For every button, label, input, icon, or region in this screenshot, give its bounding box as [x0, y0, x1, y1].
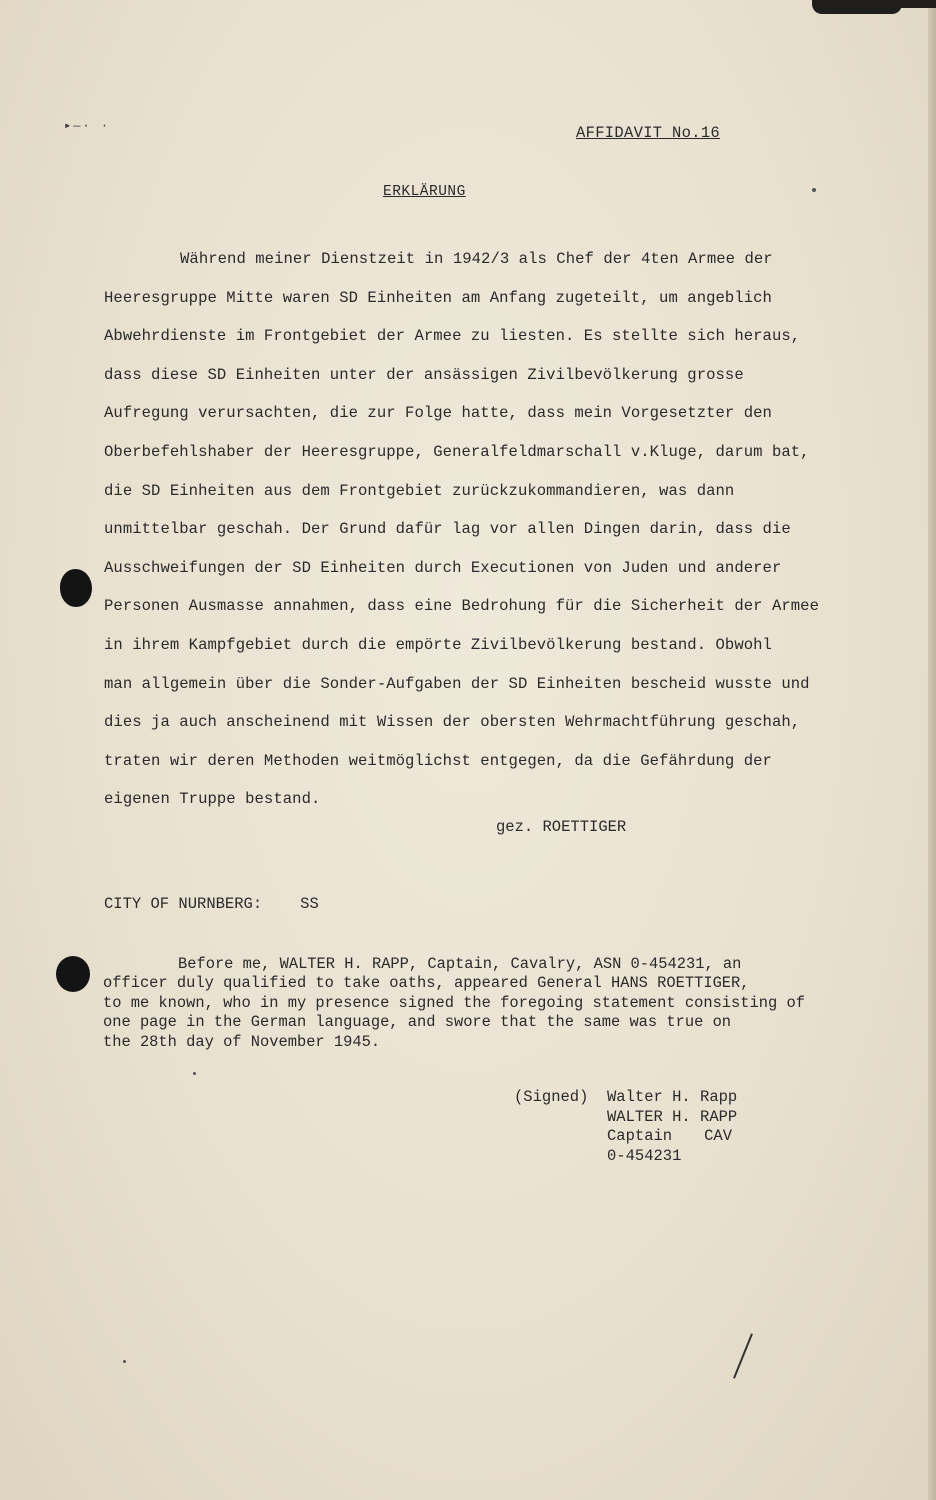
document-title: ERKLÄRUNG: [383, 184, 466, 200]
statement-line: unmittelbar geschah. Der Grund dafür lag vor allen Dingen darin, dass die: [104, 520, 791, 539]
printed-name: WALTER H. RAPP: [607, 1107, 738, 1126]
page-edge: [928, 0, 936, 1500]
branch: CAV: [704, 1127, 733, 1145]
paper-speck: [123, 1360, 126, 1363]
jurat-line: Before me, WALTER H. RAPP, Captain, Cavalry, ASN 0-454231, an: [178, 955, 742, 973]
affidavit-number: AFFIDAVIT No.16: [576, 124, 721, 142]
rank: Captain: [607, 1127, 673, 1145]
punch-hole: [60, 569, 92, 607]
jurat-line: the 28th day of November 1945.: [103, 1032, 381, 1051]
venue-line: [104, 895, 319, 913]
signed-label: (Signed): [514, 1088, 589, 1106]
german-signature: gez. ROETTIGER: [496, 818, 627, 836]
serial-number: 0-454231: [607, 1146, 682, 1165]
statement-line: Aufregung verursachten, die zur Folge hatte, dass mein Vorgesetzter den: [104, 404, 772, 423]
pencil-mark: [733, 1333, 753, 1378]
punch-hole: [56, 956, 90, 992]
statement-line: dies ja auch anscheinend mit Wissen der obersten Wehrmachtführung geschah,: [104, 713, 801, 732]
binder-clip: [812, 0, 902, 14]
statement-line: Personen Ausmasse annahmen, dass eine Bedrohung für die Sicherheit der Armee: [104, 597, 819, 616]
statement-line: Heeresgruppe Mitte waren SD Einheiten am Anfang zugeteilt, um angeblich: [104, 288, 772, 307]
paper-speck: [193, 1072, 196, 1075]
binder-clip-edge: [900, 0, 936, 8]
statement-line: traten wir deren Methoden weitmöglichst entgegen, da die Gefährdung der: [104, 751, 772, 770]
statement-line: Oberbefehlshaber der Heeresgruppe, Generalfeldmarschall v.Kluge, darum bat,: [104, 442, 810, 461]
statement-line: die SD Einheiten aus dem Frontgebiet zurückzukommandieren, was dann: [104, 481, 735, 500]
statement-line: Ausschweifungen der SD Einheiten durch Executionen von Juden und anderer: [104, 558, 782, 577]
german-statement: [104, 240, 844, 819]
statement-line: Während meiner Dienstzeit in 1942/3 als Chef der 4ten Armee der: [180, 250, 773, 268]
venue-city: CITY OF NURNBERG:: [104, 895, 263, 913]
paper-speck: [812, 188, 816, 192]
signature-name: Walter H. Rapp: [607, 1088, 738, 1106]
statement-line: Abwehrdienste im Frontgebiet der Armee zu liesten. Es stellte sich heraus,: [104, 327, 801, 346]
venue-ss: SS: [300, 895, 319, 913]
statement-line: dass diese SD Einheiten unter der ansässigen Zivilbevölkerung grosse: [104, 365, 744, 384]
statement-line: in ihrem Kampfgebiet durch die empörte Zivilbevölkerung bestand. Obwohl: [104, 635, 772, 654]
statement-line: man allgemein über die Sonder-Aufgaben der SD Einheiten bescheid wusste und: [104, 674, 810, 693]
statement-line: eigenen Truppe bestand.: [104, 790, 321, 809]
english-jurat: [103, 955, 843, 1052]
jurat-line: officer duly qualified to take oaths, appeared General HANS ROETTIGER,: [103, 974, 750, 993]
signature-block: [514, 1088, 737, 1166]
jurat-line: one page in the German language, and swore that the same was true on: [103, 1013, 732, 1032]
jurat-line: to me known, who in my presence signed the foregoing statement consisting of: [103, 993, 805, 1012]
margin-mark: ▸—· ·: [64, 119, 111, 133]
